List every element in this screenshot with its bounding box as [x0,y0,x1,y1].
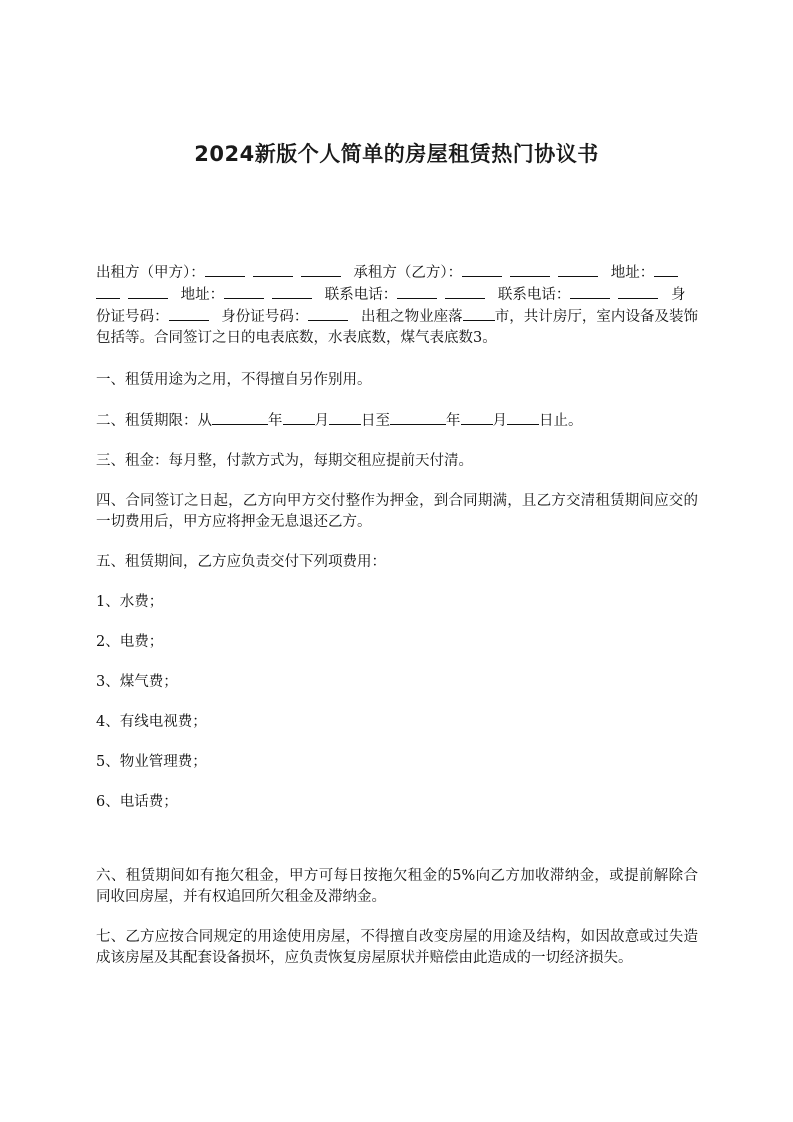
lessor-phone-blank-2 [445,284,485,299]
page-title: 2024新版个人简单的房屋租赁热门协议书 [194,142,599,166]
lessor-phone-blank [397,284,437,299]
lessee-phone-blank [570,284,610,299]
lessee-name-blank [462,262,502,277]
clause-7: 七、乙方应按合同规定的用途使用房屋，不得擅自改变房屋的用途及结构，如因故意或过失造成该房屋及其配套设备损坏，应负责恢复房屋原状并赔偿由此造成的一切经济损失。 [96,929,698,966]
end-day-label: 日止。 [539,413,583,429]
lessee-phone-label: 联系电话： [497,287,571,303]
start-year-label: 年 [268,413,283,429]
fee-item: 6、电话费； [96,794,178,810]
clause-2-prefix: 二、租赁期限：从 [96,413,212,429]
fee-item: 1、水费； [96,594,164,610]
lessor-name-blank [205,262,245,277]
lessee-address-label: 地址： [180,287,225,303]
clause-6: 六、租赁期间如有拖欠租金，甲方可每日按拖欠租金的5%向乙方加收滞纳金，或提前解除合同收回房屋，并有权追回所欠租金及滞纳金。 [96,868,698,905]
end-year-label: 年 [446,413,461,429]
lessor-blank-2 [253,262,293,277]
start-year-blank [212,410,268,425]
start-month-blank [283,410,315,425]
lessee-blank-2 [510,262,550,277]
end-month-blank [461,410,493,425]
clause-5: 五、租赁期间，乙方应负责交付下列项费用： [96,554,386,570]
start-day-label: 日至 [361,413,390,429]
lessee-address-blank-2 [272,284,312,299]
clause-2 [96,410,698,432]
parties-paragraph [96,262,698,349]
lessee-label: 承租方（乙方）： [353,265,463,281]
fee-item: 4、有线电视费； [96,714,207,730]
lessor-phone-label: 联系电话： [324,287,398,303]
end-day-blank [507,410,539,425]
lessee-phone-blank-2 [618,284,658,299]
end-month-label: 月 [492,413,507,429]
lessor-id-blank [169,306,209,321]
clause-4: 四、合同签订之日起，乙方向甲方交付整作为押金，到合同期满，且乙方交清租赁期间应交的一切费用后，甲方应将押金无息退还乙方。 [96,493,698,530]
lessee-blank-3 [558,262,598,277]
lessor-address-blank-3 [128,284,168,299]
clause-3: 三、租金：每月整，付款方式为，每期交租应提前天付清。 [96,453,473,469]
property-city-blank [463,306,495,321]
fee-item: 2、电费； [96,634,164,650]
lessee-address-blank [224,284,264,299]
lessor-address-label: 地址： [610,265,655,281]
fee-item: 5、物业管理费； [96,754,207,770]
lessor-address-blank-2 [96,284,120,299]
lessee-id-label: 身份证号码： [221,309,309,325]
lessee-id-blank [308,306,348,321]
clause-1: 一、租赁用途为之用，不得擅自另作别用。 [96,372,372,388]
start-month-label: 月 [314,413,329,429]
document-body [96,262,698,969]
property-description: 市，共计房厅，室内设备及装饰包括等。合同签订之日的电表底数，水表底数，煤气表底数3。 [96,309,699,346]
lessor-label: 出租方（甲方）： [96,265,205,281]
end-year-blank [390,410,446,425]
lessor-id-label-part1: 身 [670,287,686,303]
fee-item: 3、煤气费； [96,674,178,690]
lessor-id-label-part2: 份证号码： [96,309,169,325]
property-prefix: 出租之物业座落 [361,309,463,325]
start-day-blank [329,410,361,425]
lessor-address-blank [654,262,678,277]
lessor-blank-3 [301,262,341,277]
